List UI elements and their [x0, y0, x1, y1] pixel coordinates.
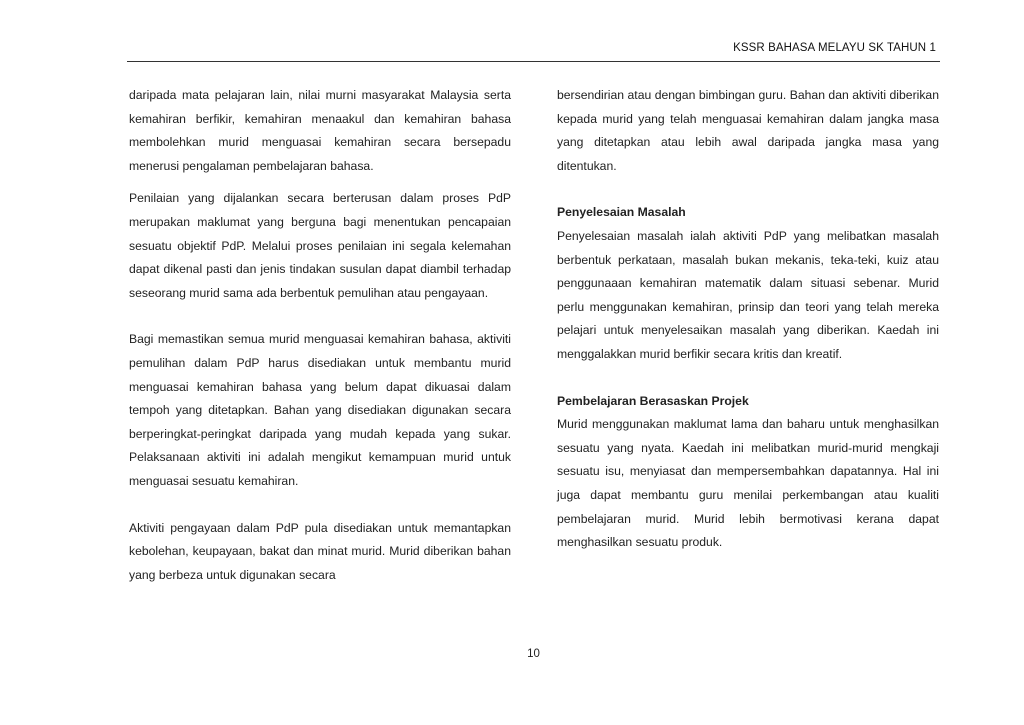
left-column — [129, 84, 511, 587]
right-column — [557, 84, 939, 555]
section-heading-penyelesaian-masalah: Penyelesaian Masalah — [557, 205, 686, 220]
paragraph-spacer — [557, 367, 939, 390]
left-paragraph-3: Bagi memastikan semua murid menguasai kemahiran bahasa, aktiviti pemulihan dalam PdP harus disediakan untuk membantu murid menguasai kemahiran bahasa yang belum dapat dikuasai dalam tempoh yang ditetapkan. Bahan yang disediakan digunakan secara berperingkat-peringkat daripada yang mudah kepada yang sukar. Pelaksanaan aktiviti ini adalah mengikut kemampuan murid untuk menguasai sesuatu kemahiran. — [129, 332, 511, 488]
page-number: 10 — [527, 648, 540, 660]
section-heading-pembelajaran-berasaskan-projek: Pembelajaran Berasaskan Projek — [557, 393, 749, 408]
paragraph-spacer — [129, 305, 511, 328]
right-paragraph-3: Murid menggunakan maklumat lama dan baharu untuk menghasilkan sesuatu yang nyata. Kaedah ini melibatkan murid-murid mengkaji sesuatu isu, menyiasat dan mempersembahkan dapatannya. Hal ini juga dapat membantu guru menilai perkembangan atau kualiti pembelajaran murid. Murid lebih bermotivasi kerana dapat menghasilkan sesuatu produk. — [557, 417, 939, 550]
paragraph-spacer — [557, 178, 939, 201]
left-paragraph-1: daripada mata pelajaran lain, nilai murni masyarakat Malaysia serta kemahiran berfikir, kemahiran menaakul dan kemahiran bahasa membolehkan murid menguasai kemahiran secara bersepadu menerusi pengalaman pembelajaran bahasa. — [129, 88, 511, 173]
right-paragraph-2: Penyelesaian masalah ialah aktiviti PdP yang melibatkan masalah berbentuk perkataan, masalah bukan mekanis, teka-teki, kuiz atau penggunaaan kemahiran matematik dalam situasi sebenar. Murid perlu menggunakan kemahiran, prinsip dan teori yang telah mereka pelajari untuk menyelesaikan masalah yang diberikan. Kaedah ini menggalakkan murid berfikir secara kritis dan kreatif. — [557, 228, 939, 361]
paragraph-spacer — [129, 494, 511, 517]
right-paragraph-1: bersendirian atau dengan bimbingan guru. Bahan dan aktiviti diberikan kepada murid yang telah menguasai kemahiran dalam jangka masa yang ditetapkan atau lebih awal daripada jangka masa yang ditentukan. — [557, 88, 939, 173]
paragraph-spacer — [129, 178, 511, 187]
left-paragraph-2: Penilaian yang dijalankan secara berterusan dalam proses PdP merupakan maklumat yang berguna bagi menentukan pencapaian sesuatu objektif PdP. Melalui proses penilaian ini segala kelemahan dapat dikenal pasti dan jenis tindakan susulan dapat diambil terhadap seseorang murid sama ada berbentuk pemulihan atau pengayaan. — [129, 191, 511, 300]
left-paragraph-4: Aktiviti pengayaan dalam PdP pula disediakan untuk memantapkan kebolehan, keupayaan, bakat dan minat murid. Murid diberikan bahan yang berbeza untuk digunakan secara — [129, 520, 511, 582]
running-header: KSSR BAHASA MELAYU SK TAHUN 1 — [733, 42, 936, 54]
header-divider — [127, 61, 940, 62]
